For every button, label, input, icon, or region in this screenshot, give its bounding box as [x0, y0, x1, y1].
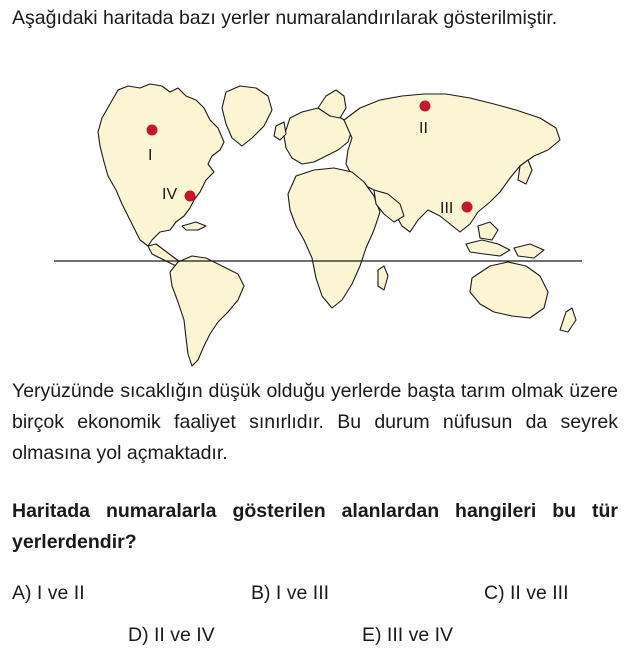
marker-ii-label: II: [419, 120, 428, 137]
marker-i-label: I: [148, 147, 153, 164]
option-c[interactable]: [484, 581, 569, 605]
option-b[interactable]: [251, 581, 329, 605]
europe-landmass: [284, 108, 352, 164]
option-a-letter: A): [12, 582, 32, 604]
madagascar-landmass: [378, 266, 388, 290]
greenland-landmass: [222, 86, 272, 146]
option-b-letter: B): [251, 582, 271, 604]
option-a[interactable]: [12, 581, 85, 605]
australia-landmass: [470, 262, 548, 318]
option-d-text: II ve IV: [154, 624, 215, 646]
marker-iii-label: III: [440, 200, 454, 217]
central-america-landmass: [148, 244, 180, 266]
marker-iv-dot: [185, 191, 196, 202]
new-zealand-landmass: [560, 308, 576, 332]
option-e-text: III ve IV: [386, 624, 454, 646]
borneo-landmass: [478, 222, 498, 240]
option-a-text: I ve II: [36, 582, 85, 604]
new-guinea-landmass: [514, 244, 544, 258]
indonesia-landmass: [466, 240, 510, 256]
option-e-letter: E): [362, 624, 382, 646]
info-paragraph: Yeryüzünde sıcaklığın düşük olduğu yerlerde başta tarım olmak üzere birçok ekonomik faaliyet sınırlıdır. Bu durum nüfusun da seyrek olmasına yol açmaktadır.: [12, 380, 618, 464]
option-c-letter: C): [484, 582, 505, 604]
option-b-text: I ve III: [275, 582, 330, 604]
north-america-landmass: [98, 84, 224, 246]
question-text: Haritada numaralarla gösterilen alanlardan hangileri bu tür yerlerdendir?: [12, 500, 618, 553]
cuba-landmass: [182, 222, 206, 230]
option-c-text: II ve III: [510, 582, 569, 604]
intro-text: Aşağıdaki haritada bazı yerler numaralandırılarak gösterilmiştir.: [12, 7, 558, 29]
option-d[interactable]: [128, 623, 215, 647]
south-america-landmass: [170, 256, 244, 366]
marker-iii-dot: [462, 202, 473, 213]
option-d-letter: D): [128, 624, 149, 646]
marker-ii-dot: [420, 101, 431, 112]
africa-landmass: [288, 168, 380, 308]
marker-iv-label: IV: [162, 186, 178, 203]
option-e[interactable]: [362, 623, 453, 647]
marker-i-dot: [147, 125, 158, 136]
